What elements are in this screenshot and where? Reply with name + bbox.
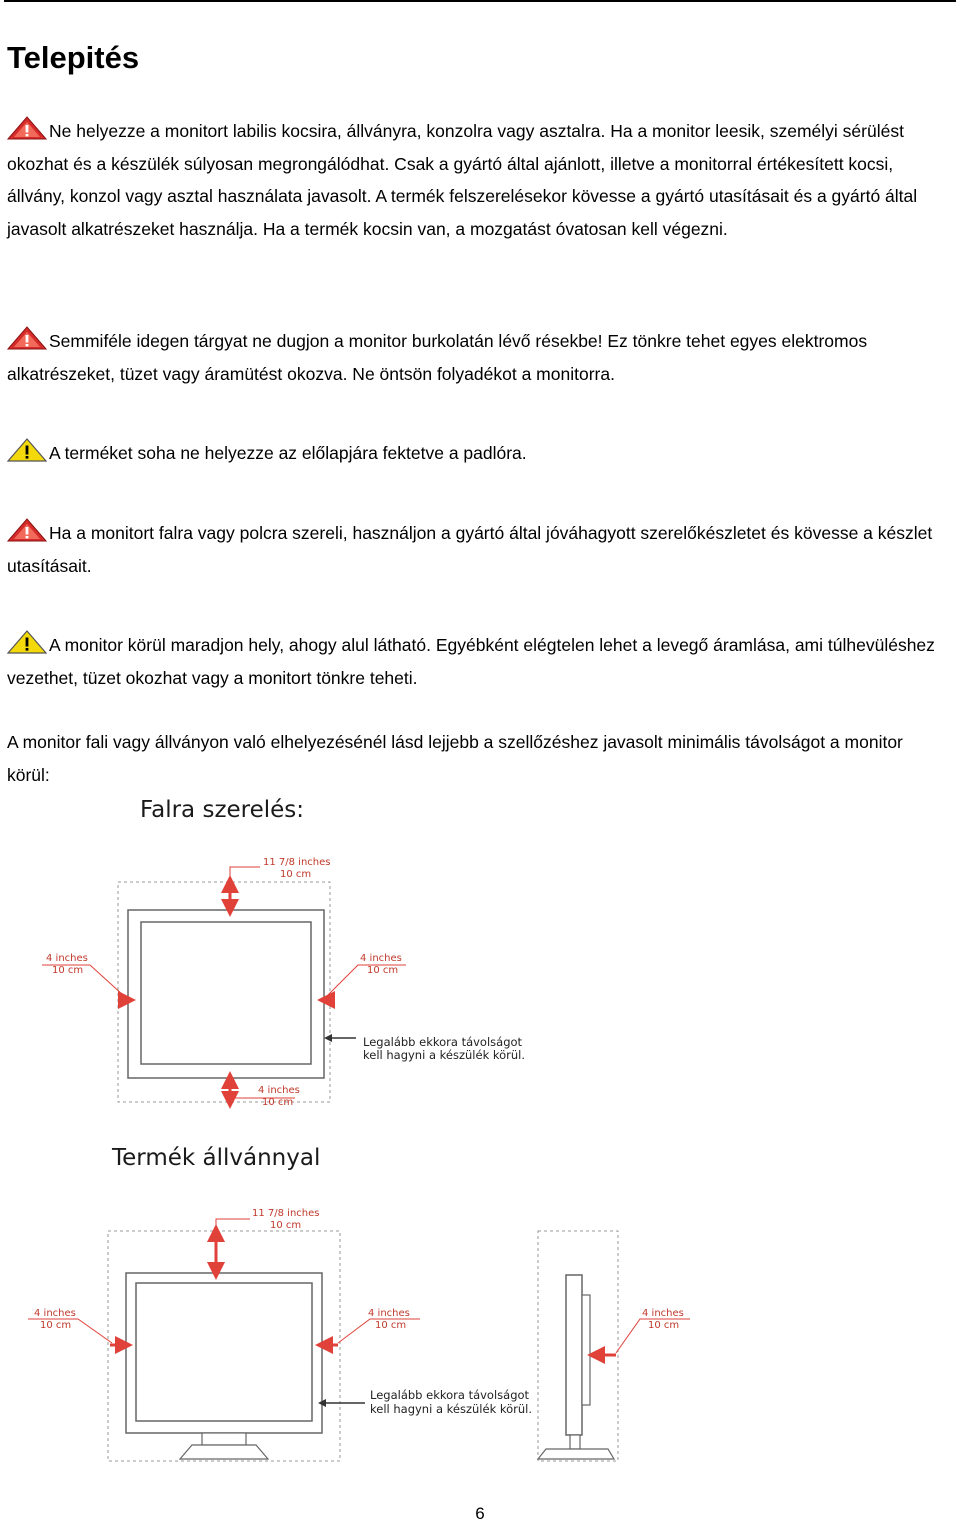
top-cm-label: 10 cm: [280, 869, 312, 880]
monitor-screen: [141, 922, 311, 1064]
front-stand-neck: [202, 1433, 246, 1445]
clearance-note-line-1: Legalább ekkora távolságot: [363, 1035, 523, 1049]
side-inches-label: 4 inches: [642, 1308, 684, 1319]
bottom-inches-label: 4 inches: [258, 1085, 300, 1096]
side-monitor-outline: [566, 1275, 582, 1435]
clearance-note-line-2: kell hagyni a készülék körül.: [370, 1402, 533, 1416]
left-cm-label: 10 cm: [52, 965, 84, 976]
side-stand-base: [538, 1449, 614, 1459]
right-cm-label: 10 cm: [375, 1320, 407, 1331]
page-title: Telepités: [7, 40, 140, 75]
right-inches-label: 4 inches: [360, 953, 402, 964]
warning-paragraph-1: [7, 115, 947, 245]
yellow-caution-triangle-icon: [7, 630, 47, 654]
right-inches-label: 4 inches: [368, 1308, 410, 1319]
side-monitor-back: [582, 1295, 590, 1405]
wall-diagram-title: Falra szerelés:: [140, 797, 305, 823]
warning-text: Semmiféle idegen tárgyat ne dugjon a monitor burkolatán lévő résekbe! Ez tönkre tehet egyes elektromos alkatrészeket, tüzet vagy áramütést okozva. Ne öntsön folyadékot a monitorra.: [7, 331, 868, 384]
front-stand-base: [180, 1445, 268, 1459]
stand-diagram-title: Termék állvánnyal: [112, 1145, 321, 1171]
left-inches-label: 4 inches: [34, 1308, 76, 1319]
note-arrow-head: [324, 1034, 332, 1042]
right-cm-label: 10 cm: [367, 965, 399, 976]
top-inches-label: 11 7/8 inches: [252, 1208, 320, 1219]
stand-diagram: [20, 1195, 700, 1470]
intro-paragraph: A monitor fali vagy állványon való elhelyezésénél lásd lejjebb a szellőzéshez javasolt minimális távolságot a monitor körül:: [7, 732, 903, 785]
top-inches-label: 11 7/8 inches: [263, 857, 331, 868]
warning-paragraph-5: [7, 629, 947, 694]
left-cm-label: 10 cm: [40, 1320, 72, 1331]
top-leader-line: [230, 867, 260, 882]
red-warning-triangle-icon: [7, 116, 47, 140]
clearance-note-line-2: kell hagyni a készülék körül.: [363, 1048, 526, 1062]
warning-text: A terméket soha ne helyezze az előlapjára fektetve a padlóra.: [49, 443, 527, 463]
top-leader-line: [216, 1219, 250, 1231]
yellow-caution-triangle-icon: [7, 438, 47, 462]
warning-paragraph-3: [7, 437, 947, 470]
warning-paragraph-2: [7, 325, 947, 390]
clearance-note-line-1: Legalább ekkora távolságot: [370, 1388, 530, 1402]
warning-text: Ne helyezze a monitort labilis kocsira, állványra, konzolra vagy asztalra. Ha a monitor leesik, személyi sérülést okozhat és a készülék súlyosan megrongálódhat. Csak a gyártó által ajánlott, illetve a monitorral értékesített kocsi, állvány, konzol vagy asztal használata javasolt. A termék felszerelésekor kövesse a gyártó utasításait és a gyártó által javasolt alkatrészeket használja. Ha a termék kocsin van, a mozgatást óvatosan kell végezni.: [7, 121, 918, 239]
red-warning-triangle-icon: [7, 518, 47, 542]
left-inches-label: 4 inches: [46, 953, 88, 964]
top-rule: [4, 0, 956, 2]
wall-mount-diagram: [30, 840, 550, 1120]
red-warning-triangle-icon: [7, 326, 47, 350]
front-monitor-screen: [136, 1283, 312, 1421]
top-cm-label: 10 cm: [270, 1220, 302, 1231]
warning-paragraph-4: [7, 517, 947, 582]
warning-text: A monitor körül maradjon hely, ahogy alul látható. Egyébként elégtelen lehet a levegő áramlása, ami túlhevüléshez vezethet, tüzet okozhat vagy a monitort tönkre teheti.: [7, 635, 935, 688]
page-number: 6: [475, 1504, 485, 1523]
warning-text: Ha a monitort falra vagy polcra szereli, használjon a gyártó által jóváhagyott szerelőkészletet és kövesse a készlet utasításait.: [7, 523, 933, 576]
side-stand-neck: [570, 1435, 580, 1449]
side-cm-label: 10 cm: [648, 1320, 680, 1331]
bottom-cm-label: 10 cm: [262, 1097, 294, 1108]
